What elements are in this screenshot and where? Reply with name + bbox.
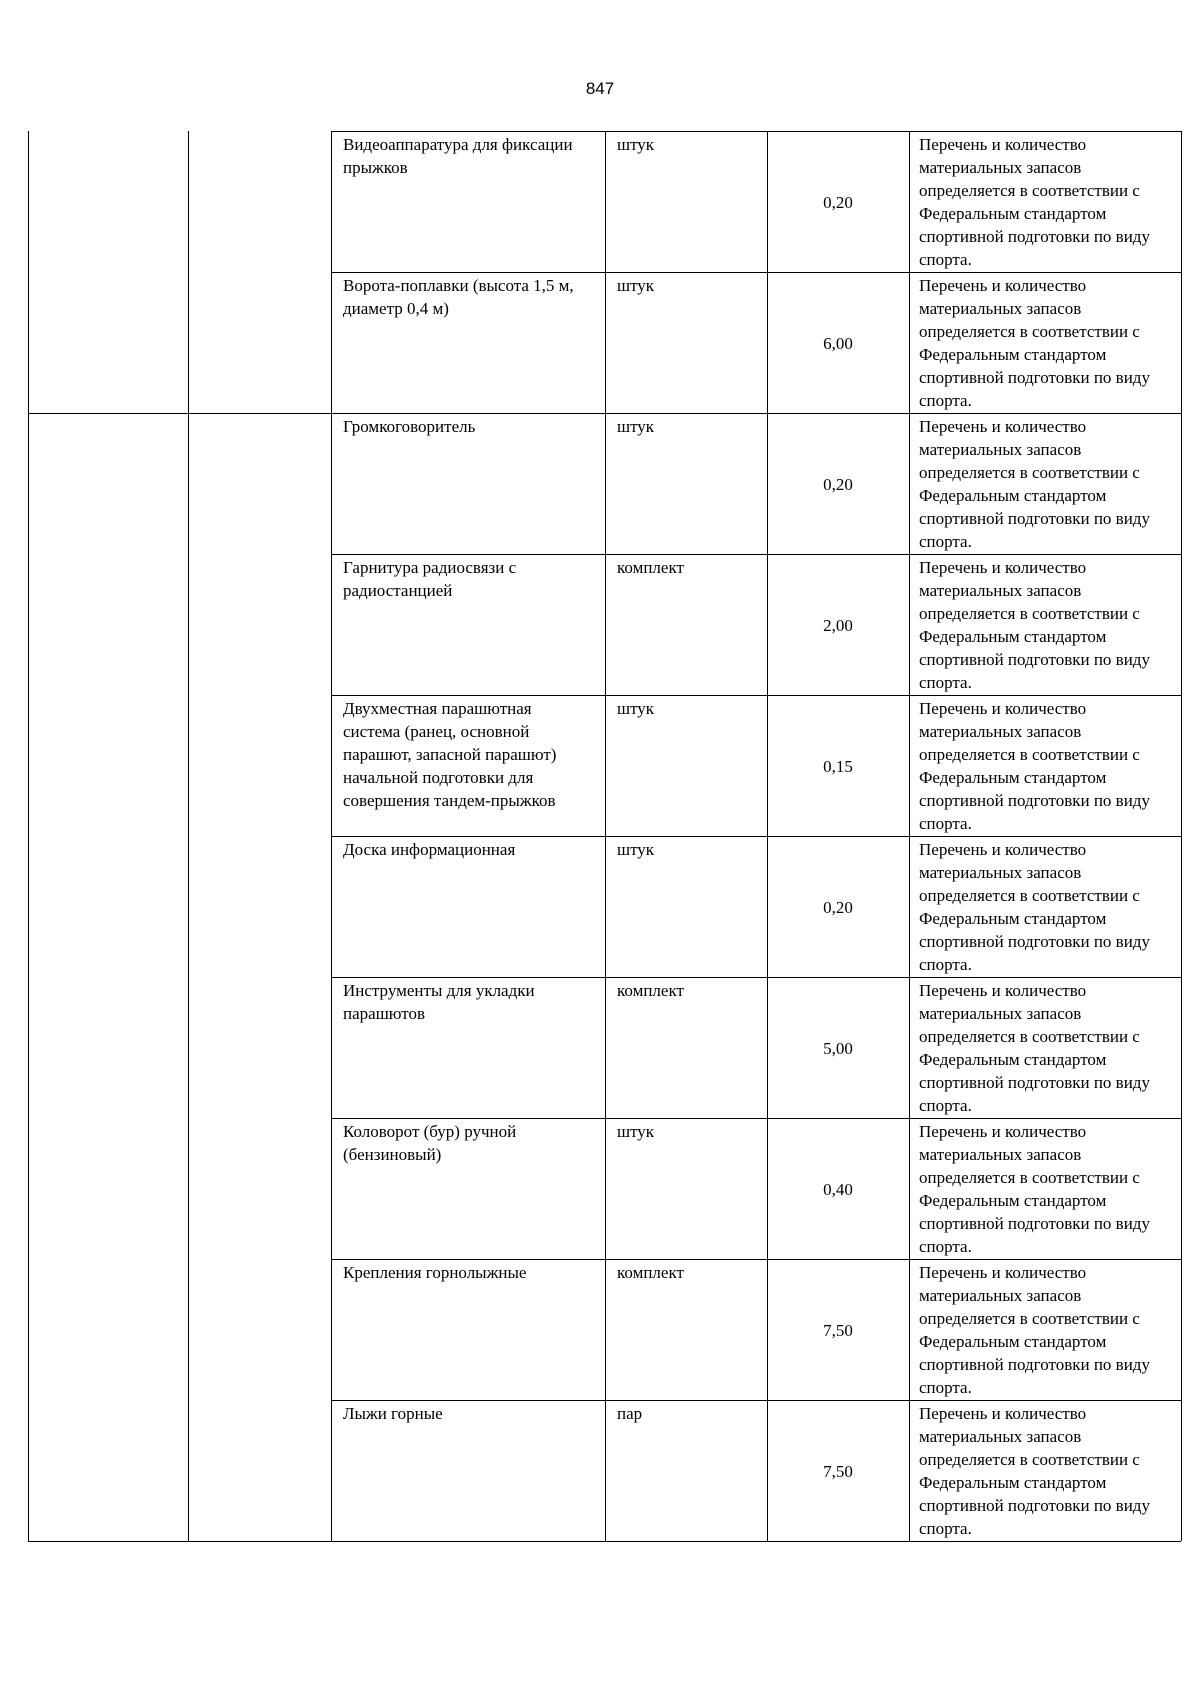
row-9-unit: пар xyxy=(617,1404,643,1423)
row-5-note: Перечень и количество материальных запасов определяется в соответствии с Федеральным стандартом спортивной подготовки по виду спорта. xyxy=(919,840,1150,974)
row-6-name: Инструменты для укладки парашютов xyxy=(343,981,535,1023)
row-4-quantity: 0,15 xyxy=(823,757,853,776)
row-9-note: Перечень и количество материальных запасов определяется в соответствии с Федеральным стандартом спортивной подготовки по виду спорта. xyxy=(919,1404,1150,1538)
table-rule xyxy=(188,131,189,1541)
row-1-quantity: 6,00 xyxy=(823,334,853,353)
table-rule xyxy=(331,695,1181,696)
table-rule xyxy=(331,977,1181,978)
row-0-name: Видеоаппаратура для фиксации прыжков xyxy=(343,135,573,177)
table-rule xyxy=(331,836,1181,837)
row-8-quantity: 7,50 xyxy=(823,1321,853,1340)
row-2-name: Громкоговоритель xyxy=(343,417,476,436)
table-rule xyxy=(1181,131,1182,1541)
table-rule xyxy=(331,131,1181,132)
row-4-unit: штук xyxy=(617,699,655,718)
row-7-note: Перечень и количество материальных запасов определяется в соответствии с Федеральным стандартом спортивной подготовки по виду спорта. xyxy=(919,1122,1150,1256)
row-9-quantity: 7,50 xyxy=(823,1462,853,1481)
row-7-name: Коловорот (бур) ручной (бензиновый) xyxy=(343,1122,517,1164)
table-rule xyxy=(331,272,1181,273)
row-3-unit: комплект xyxy=(617,558,684,577)
row-7-unit: штук xyxy=(617,1122,655,1141)
row-1-name: Ворота-поплавки (высота 1,5 м, диаметр 0,4 м) xyxy=(343,276,574,318)
row-9-name: Лыжи горные xyxy=(343,1404,443,1423)
equipment-table xyxy=(28,131,1181,1541)
table-rule xyxy=(331,1541,1181,1542)
table-rule xyxy=(331,1259,1181,1260)
row-6-note: Перечень и количество материальных запасов определяется в соответствии с Федеральным стандартом спортивной подготовки по виду спорта. xyxy=(919,981,1150,1115)
table-rule xyxy=(331,1400,1181,1401)
row-2-quantity: 0,20 xyxy=(823,475,853,494)
row-0-note: Перечень и количество материальных запасов определяется в соответствии с Федеральным стандартом спортивной подготовки по виду спорта. xyxy=(919,135,1150,269)
row-8-name: Крепления горнолыжные xyxy=(343,1263,527,1282)
row-2-unit: штук xyxy=(617,417,655,436)
row-5-name: Доска информационная xyxy=(343,840,516,859)
row-6-unit: комплект xyxy=(617,981,684,1000)
row-4-note: Перечень и количество материальных запасов определяется в соответствии с Федеральным стандартом спортивной подготовки по виду спорта. xyxy=(919,699,1150,833)
table-rule xyxy=(331,554,1181,555)
row-7-quantity: 0,40 xyxy=(823,1180,853,1199)
row-4-name: Двухместная парашютная система (ранец, основной парашют, запасной парашют) начальной подготовки для совершения тандем-прыжков xyxy=(343,699,557,810)
row-5-quantity: 0,20 xyxy=(823,898,853,917)
row-1-note: Перечень и количество материальных запасов определяется в соответствии с Федеральным стандартом спортивной подготовки по виду спорта. xyxy=(919,276,1150,410)
table-rule xyxy=(331,1118,1181,1119)
table-rule xyxy=(28,413,331,414)
table-rule xyxy=(331,413,1181,414)
row-8-unit: комплект xyxy=(617,1263,684,1282)
table-rule xyxy=(28,131,29,1541)
row-6-quantity: 5,00 xyxy=(823,1039,853,1058)
row-2-note: Перечень и количество материальных запасов определяется в соответствии с Федеральным стандартом спортивной подготовки по виду спорта. xyxy=(919,417,1150,551)
row-3-quantity: 2,00 xyxy=(823,616,853,635)
table-rule xyxy=(28,1541,331,1542)
row-3-name: Гарнитура радиосвязи с радиостанцией xyxy=(343,558,517,600)
row-8-note: Перечень и количество материальных запасов определяется в соответствии с Федеральным стандартом спортивной подготовки по виду спорта. xyxy=(919,1263,1150,1397)
page-number: 847 xyxy=(585,79,615,98)
row-3-note: Перечень и количество материальных запасов определяется в соответствии с Федеральным стандартом спортивной подготовки по виду спорта. xyxy=(919,558,1150,692)
row-0-unit: штук xyxy=(617,135,655,154)
row-0-quantity: 0,20 xyxy=(823,193,853,212)
row-5-unit: штук xyxy=(617,840,655,859)
row-1-unit: штук xyxy=(617,276,655,295)
